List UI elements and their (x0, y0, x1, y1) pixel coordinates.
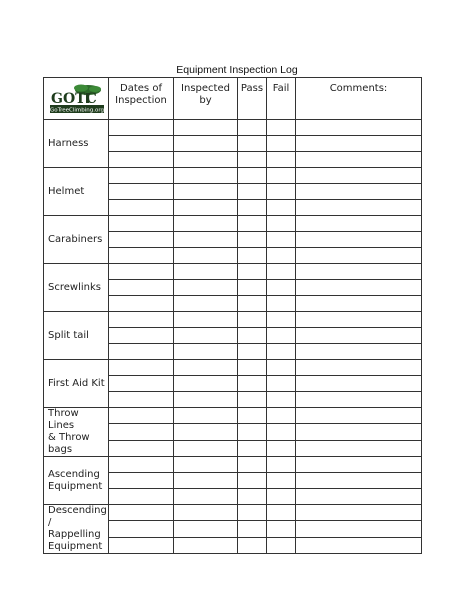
header-inspected-by (174, 78, 238, 120)
fail-cell[interactable] (267, 280, 296, 296)
equipment-label-line: First Aid Kit (48, 377, 105, 389)
inspector-cell[interactable] (174, 168, 238, 184)
pass-cell[interactable] (238, 152, 267, 168)
comments-cell[interactable] (296, 232, 422, 248)
equipment-label-line: Harness (48, 137, 89, 149)
date-cell[interactable] (109, 457, 174, 473)
date-cell[interactable] (109, 184, 174, 200)
equipment-label (44, 360, 109, 408)
date-cell[interactable] (109, 296, 174, 312)
date-cell[interactable] (109, 168, 174, 184)
header-fail: Fail (267, 78, 296, 120)
fail-cell[interactable] (267, 264, 296, 280)
date-cell[interactable] (109, 424, 174, 440)
fail-cell[interactable] (267, 312, 296, 328)
fail-cell[interactable] (267, 296, 296, 312)
date-cell[interactable] (109, 264, 174, 280)
inspector-cell[interactable] (174, 360, 238, 376)
inspector-cell[interactable] (174, 200, 238, 216)
date-cell[interactable] (109, 521, 174, 537)
equipment-label-line: Carabiners (48, 233, 103, 245)
fail-cell[interactable] (267, 521, 296, 537)
pass-cell[interactable] (238, 312, 267, 328)
comments-cell[interactable] (296, 505, 422, 521)
fail-cell[interactable] (267, 152, 296, 168)
pass-cell[interactable] (238, 136, 267, 152)
equipment-label (44, 505, 109, 554)
comments-cell[interactable] (296, 537, 422, 553)
inspector-cell[interactable] (174, 296, 238, 312)
equipment-label (44, 457, 109, 505)
logo-subtext: GoTreeClimbing.org (49, 107, 105, 113)
inspector-cell[interactable] (174, 136, 238, 152)
fail-cell[interactable] (267, 505, 296, 521)
page-title: Equipment Inspection Log (176, 64, 298, 76)
pass-cell[interactable] (238, 168, 267, 184)
inspector-cell[interactable] (174, 312, 238, 328)
date-cell[interactable] (109, 248, 174, 264)
comments-cell[interactable] (296, 168, 422, 184)
logo-graphic (48, 84, 106, 114)
inspector-cell[interactable] (174, 440, 238, 456)
inspector-cell[interactable] (174, 473, 238, 489)
fail-cell[interactable] (267, 184, 296, 200)
date-cell[interactable] (109, 489, 174, 505)
comments-cell[interactable] (296, 296, 422, 312)
fail-cell[interactable] (267, 120, 296, 136)
inspector-cell[interactable] (174, 489, 238, 505)
comments-cell[interactable] (296, 248, 422, 264)
pass-cell[interactable] (238, 328, 267, 344)
table-row (44, 408, 422, 424)
inspector-cell[interactable] (174, 152, 238, 168)
comments-cell[interactable] (296, 184, 422, 200)
comments-cell[interactable] (296, 264, 422, 280)
fail-cell[interactable] (267, 440, 296, 456)
table-row (44, 457, 422, 473)
equipment-label (44, 312, 109, 360)
date-cell[interactable] (109, 473, 174, 489)
comments-cell[interactable] (296, 280, 422, 296)
equipment-label-line: Ascending (48, 468, 100, 480)
equipment-label (44, 216, 109, 264)
inspector-cell[interactable] (174, 408, 238, 424)
comments-cell[interactable] (296, 328, 422, 344)
tree-logo-icon (48, 84, 106, 114)
fail-cell[interactable] (267, 328, 296, 344)
header-inspected-line-2: by (199, 95, 212, 106)
comments-cell[interactable] (296, 376, 422, 392)
header-inspected-line-1: Inspected (181, 83, 230, 94)
date-cell[interactable] (109, 344, 174, 360)
equipment-label-line: Split tail (48, 329, 89, 341)
pass-cell[interactable] (238, 232, 267, 248)
pass-cell[interactable] (238, 424, 267, 440)
fail-cell[interactable] (267, 248, 296, 264)
comments-cell[interactable] (296, 152, 422, 168)
inspector-cell[interactable] (174, 457, 238, 473)
header-row (44, 78, 422, 120)
date-cell[interactable] (109, 537, 174, 553)
fail-cell[interactable] (267, 360, 296, 376)
table-row (44, 360, 422, 376)
comments-cell[interactable] (296, 216, 422, 232)
equipment-label-line: Equipment (48, 541, 103, 552)
date-cell[interactable] (109, 216, 174, 232)
inspector-cell[interactable] (174, 248, 238, 264)
pass-cell[interactable] (238, 280, 267, 296)
date-cell[interactable] (109, 120, 174, 136)
comments-cell[interactable] (296, 120, 422, 136)
comments-cell[interactable] (296, 392, 422, 408)
equipment-label-line: Screwlinks (48, 281, 101, 293)
inspector-cell[interactable] (174, 120, 238, 136)
equipment-label (44, 120, 109, 168)
fail-cell[interactable] (267, 537, 296, 553)
pass-cell[interactable] (238, 489, 267, 505)
equipment-label-line: / Rappelling (48, 517, 101, 540)
inspector-cell[interactable] (174, 424, 238, 440)
pass-cell[interactable] (238, 440, 267, 456)
comments-cell[interactable] (296, 457, 422, 473)
table-row (44, 312, 422, 328)
logo-cell (44, 78, 109, 120)
pass-cell[interactable] (238, 408, 267, 424)
table-row (44, 216, 422, 232)
equipment-label-line: Helmet (48, 185, 85, 197)
inspection-log-table (43, 77, 422, 554)
fail-cell[interactable] (267, 376, 296, 392)
date-cell[interactable] (109, 136, 174, 152)
fail-cell[interactable] (267, 408, 296, 424)
pass-cell[interactable] (238, 184, 267, 200)
fail-cell[interactable] (267, 216, 296, 232)
pass-cell[interactable] (238, 376, 267, 392)
header-pass: Pass (238, 78, 267, 120)
pass-cell[interactable] (238, 344, 267, 360)
fail-cell[interactable] (267, 457, 296, 473)
fail-cell[interactable] (267, 392, 296, 408)
table-row (44, 264, 422, 280)
comments-cell[interactable] (296, 440, 422, 456)
fail-cell[interactable] (267, 232, 296, 248)
table-row (44, 505, 422, 521)
comments-cell[interactable] (296, 521, 422, 537)
comments-cell[interactable] (296, 136, 422, 152)
pass-cell[interactable] (238, 264, 267, 280)
table-row (44, 120, 422, 136)
fail-cell[interactable] (267, 344, 296, 360)
pass-cell[interactable] (238, 120, 267, 136)
pass-cell[interactable] (238, 505, 267, 521)
inspector-cell[interactable] (174, 521, 238, 537)
fail-cell[interactable] (267, 489, 296, 505)
equipment-label-line: bags (48, 444, 73, 455)
equipment-label-line: & Throw (48, 432, 90, 443)
fail-cell[interactable] (267, 136, 296, 152)
date-cell[interactable] (109, 152, 174, 168)
pass-cell[interactable] (238, 360, 267, 376)
inspector-cell[interactable] (174, 344, 238, 360)
fail-cell[interactable] (267, 473, 296, 489)
header-comments: Comments: (296, 78, 422, 120)
inspector-cell[interactable] (174, 232, 238, 248)
fail-cell[interactable] (267, 424, 296, 440)
header-dates-of-inspection (109, 78, 174, 120)
equipment-label (44, 168, 109, 216)
date-cell[interactable] (109, 408, 174, 424)
header-dates-line-2: Inspection (115, 95, 167, 106)
inspector-cell[interactable] (174, 264, 238, 280)
date-cell[interactable] (109, 280, 174, 296)
inspector-cell[interactable] (174, 392, 238, 408)
inspector-cell[interactable] (174, 184, 238, 200)
comments-cell[interactable] (296, 473, 422, 489)
date-cell[interactable] (109, 360, 174, 376)
inspector-cell[interactable] (174, 505, 238, 521)
date-cell[interactable] (109, 505, 174, 521)
comments-cell[interactable] (296, 344, 422, 360)
date-cell[interactable] (109, 200, 174, 216)
logo-text: GOTC (51, 90, 97, 107)
equipment-label-line: Equipment (48, 480, 103, 492)
inspector-cell[interactable] (174, 216, 238, 232)
comments-cell[interactable] (296, 312, 422, 328)
pass-cell[interactable] (238, 457, 267, 473)
inspector-cell[interactable] (174, 537, 238, 553)
date-cell[interactable] (109, 376, 174, 392)
date-cell[interactable] (109, 328, 174, 344)
pass-cell[interactable] (238, 537, 267, 553)
pass-cell[interactable] (238, 248, 267, 264)
equipment-label-line: Throw Lines (48, 408, 79, 431)
header-dates-line-1: Dates of (120, 83, 162, 94)
fail-cell[interactable] (267, 168, 296, 184)
comments-cell[interactable] (296, 360, 422, 376)
table-row (44, 168, 422, 184)
date-cell[interactable] (109, 232, 174, 248)
date-cell[interactable] (109, 392, 174, 408)
date-cell[interactable] (109, 440, 174, 456)
equipment-label (44, 408, 109, 457)
date-cell[interactable] (109, 312, 174, 328)
equipment-label (44, 264, 109, 312)
log-body (44, 120, 422, 554)
inspector-cell[interactable] (174, 376, 238, 392)
comments-cell[interactable] (296, 200, 422, 216)
comments-cell[interactable] (296, 408, 422, 424)
inspector-cell[interactable] (174, 328, 238, 344)
pass-cell[interactable] (238, 473, 267, 489)
pass-cell[interactable] (238, 521, 267, 537)
comments-cell[interactable] (296, 489, 422, 505)
pass-cell[interactable] (238, 216, 267, 232)
equipment-label-line: Descending (48, 505, 107, 516)
comments-cell[interactable] (296, 424, 422, 440)
pass-cell[interactable] (238, 200, 267, 216)
inspector-cell[interactable] (174, 280, 238, 296)
pass-cell[interactable] (238, 296, 267, 312)
pass-cell[interactable] (238, 392, 267, 408)
fail-cell[interactable] (267, 200, 296, 216)
